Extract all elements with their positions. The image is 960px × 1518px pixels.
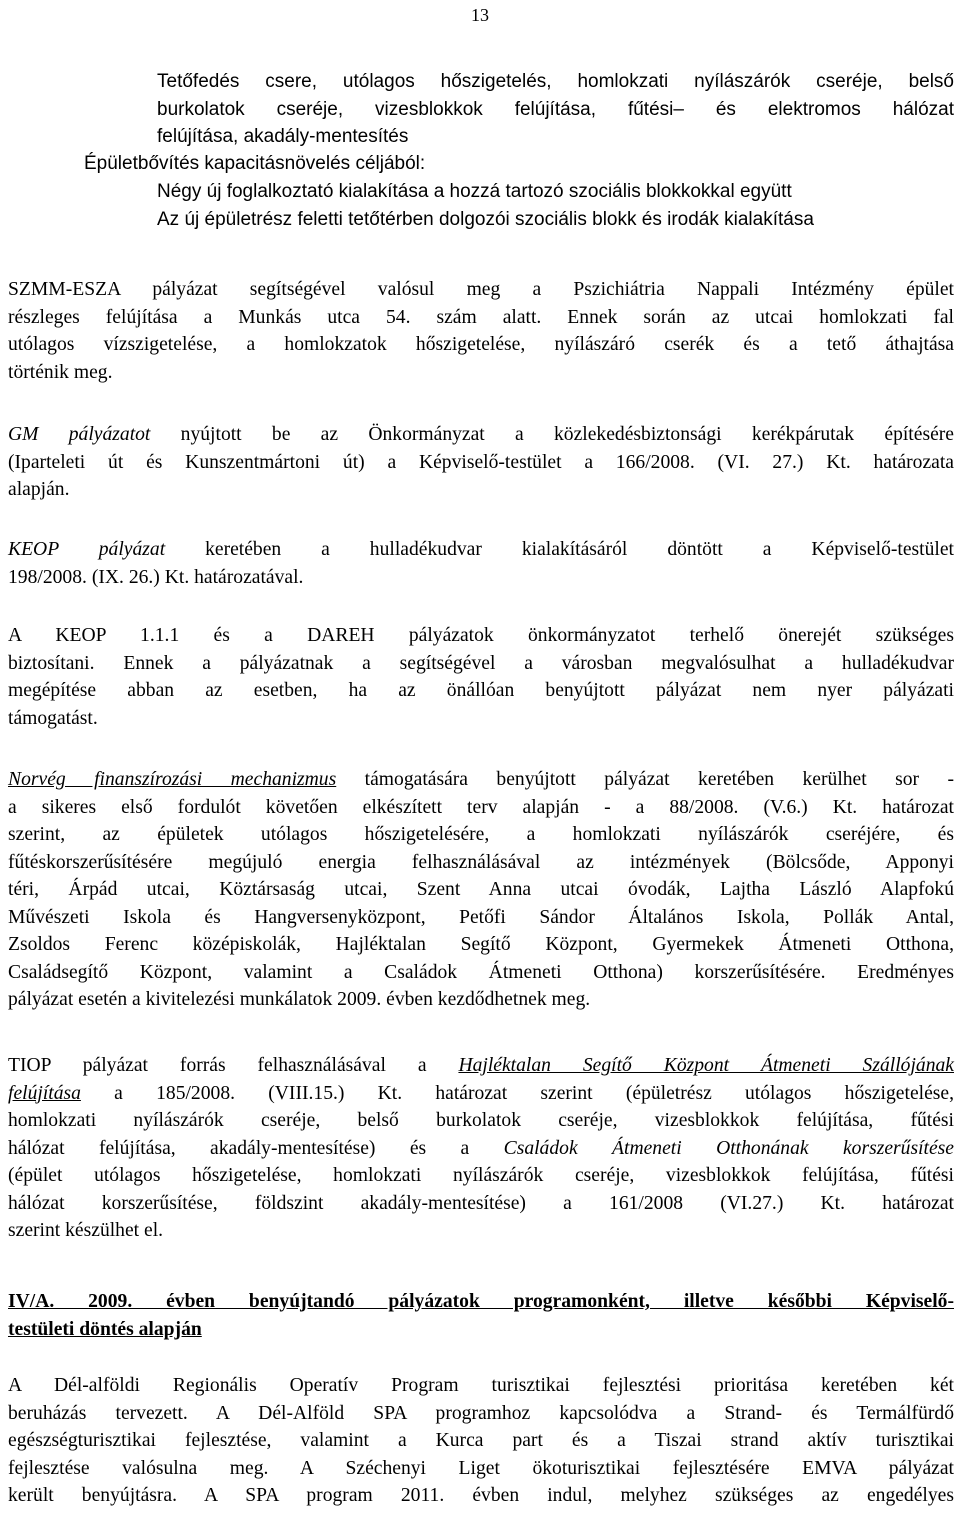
text-line: SZMM-ESZA pályázat segítségével valósul meg a Pszichiátria Nappali Intézmény épület [8,279,954,300]
text-line: támogatást. [8,707,98,729]
list-item-line: burkolatok cseréje, vizesblokkok felújítása, fűtési– és elektromos hálózat [157,98,954,120]
gm-paragraph [8,421,954,504]
norveg-paragraph [8,766,954,1014]
text-line: került benyújtásra. A SPA program 2011. évben indul, melyhez szükséges az engedélyes [8,1485,954,1506]
list-block [157,68,954,151]
text-line: A KEOP 1.1.1 és a DAREH pályázatok önkormányzatot terhelő önerejét szükséges [8,625,954,646]
text-fragment: nyújtott be az Önkormányzat a közlekedésbiztonsági kerékpárutak építésére [150,424,954,445]
text-line: megépítése abban az esetben, ha az önállóan benyújtott pályázat nem nyer pályázati [8,680,954,701]
text-fragment: támogatására benyújtott pályázat keretében kerülhet sor - [336,769,954,790]
page-number: 13 [471,5,489,25]
text-line: Művészeti Iskola és Hangversenyközpont, Petőfi Sándor Általános Iskola, Pollák Antal, [8,906,954,928]
text-line: A Dél-alföldi Regionális Operatív Program turisztikai fejlesztési prioritása keretében két [8,1375,954,1396]
extension-title: Épületbővítés kapacitásnövelés céljából: [84,153,426,174]
text-line: beruházás tervezett. A Dél-Alföld SPA programhoz kapcsolódva a Strand- és Termálfürdő [8,1402,954,1424]
text-line: pályázat esetén a kivitelezési munkálatok 2009. évben kezdődhetnek meg. [8,989,591,1010]
list-item-line: Tetőfedés csere, utólagos hőszigetelés, homlokzati nyílászárók cseréje, belső [157,71,954,92]
text-line: részleges felújítása a Munkás utca 54. szám alatt. Ennek során az utcai homlokzati fal [8,306,954,328]
tiop-italic-1: Hajléktalan Segítő Központ Átmeneti Szállójának [458,1055,954,1076]
text-line: téri, Árpád utcai, Köztársaság utcai, Szent Anna utcai óvodák, Lajtha László Alapfokú [8,879,954,900]
heading-line: testületi döntés alapján [8,1318,202,1340]
text-fragment: keretében a hulladékudvar kialakításáról döntött a Képviselő-testület [165,539,954,560]
text-line: Zsoldos Ferenc középiskolák, Hajléktalan Segítő Központ, Gyermekek Átmeneti Otthona, [8,934,954,955]
keop2-paragraph [8,622,954,732]
keop-italic: KEOP pályázat [8,539,166,560]
szmm-paragraph [8,276,954,386]
list-item-line: felújítása, akadály-mentesítés [157,126,409,147]
text-line: fűtéskorszerűsítésére megújuló energia felhasználásával az intézmények (Bölcsőde, Apponyi [8,851,954,873]
text-line: egészségturisztikai fejlesztése, valamint a Kurca part és a Tiszai strand aktív turisztikai [8,1430,954,1451]
tiop-paragraph [8,1052,954,1245]
text-line: történik meg. [8,361,113,383]
text-line: (épület utólagos hőszigetelése, homlokzati nyílászárók cseréje, vizesblokkok felújítása, fűtési [8,1165,954,1186]
text-line: alapján. [8,479,70,500]
text-line: Családsegítő Központ, valamint a Családok Átmeneti Otthona) korszerűsítésére. Eredményes [8,961,954,983]
text-line: homlokzati nyílászárók cseréje, belső burkolatok cseréje, vizesblokkok felújítása, fűtési [8,1110,954,1131]
text-line: szerint, az épületek utólagos hőszigetelésére, a homlokzati nyílászárók cseréjére, és [8,824,954,845]
text-line: 198/2008. (IX. 26.) Kt. határozatával. [8,566,304,588]
tiop-italic-2: felújítása [8,1082,81,1104]
text-line: biztosítani. Ennek a pályázatnak a segítségével a városban megvalósulhat a hulladékudvar [8,652,954,674]
text-line: szerint készülhet el. [8,1220,164,1241]
text-fragment: TIOP pályázat forrás felhasználásával a [8,1055,459,1076]
text-line: utólagos vízszigetelése, a homlokzatok hőszigetelése, nyílászáró cserék és a tető áthajtása [8,334,954,355]
extension-sub-item-2: Az új épületrész feletti tetőtérben dolgozói szociális blokk és irodák kialakítása [157,209,814,230]
text-line: a sikeres első fordulót követően elkészített terv alapján - a 88/2008. (V.6.) Kt. határozat [8,796,954,818]
extension-sub-item-1: Négy új foglalkoztató kialakítása a hozzá tartozó szociális blokkokkal együtt [157,181,792,202]
text-line: (Iparteleti út és Kunszentmártoni út) a Képviselő-testület a 166/2008. (VI. 27.) Kt. határozata [8,451,954,473]
text-line: fejlesztése valósulna meg. A Széchenyi Liget ökoturisztikai fejlesztésére EMVA pályázat [8,1457,954,1479]
text-line: hálózat korszerűsítése, földszint akadály-mentesítése) a 161/2008 (VI.27.) Kt. határozat [8,1192,954,1214]
tiop-italic-3: Családok Átmeneti Otthonának korszerűsítése [503,1137,954,1159]
text-fragment: a 185/2008. (VIII.15.) Kt. határozat szerint (épületrész utólagos hőszigetelése, [80,1082,954,1104]
dal-paragraph [8,1372,954,1510]
norveg-italic: Norvég finanszírozási mechanizmus [8,769,337,790]
text-fragment: hálózat felújítása, akadály-mentesítése) és a [8,1137,504,1159]
keop-paragraph [8,536,954,591]
heading-line: IV/A. 2009. évben benyújtandó pályázatok programonként, illetve későbbi Képviselő- [8,1291,954,1312]
section-heading [8,1288,954,1343]
gm-italic: GM pályázatot [8,424,151,445]
